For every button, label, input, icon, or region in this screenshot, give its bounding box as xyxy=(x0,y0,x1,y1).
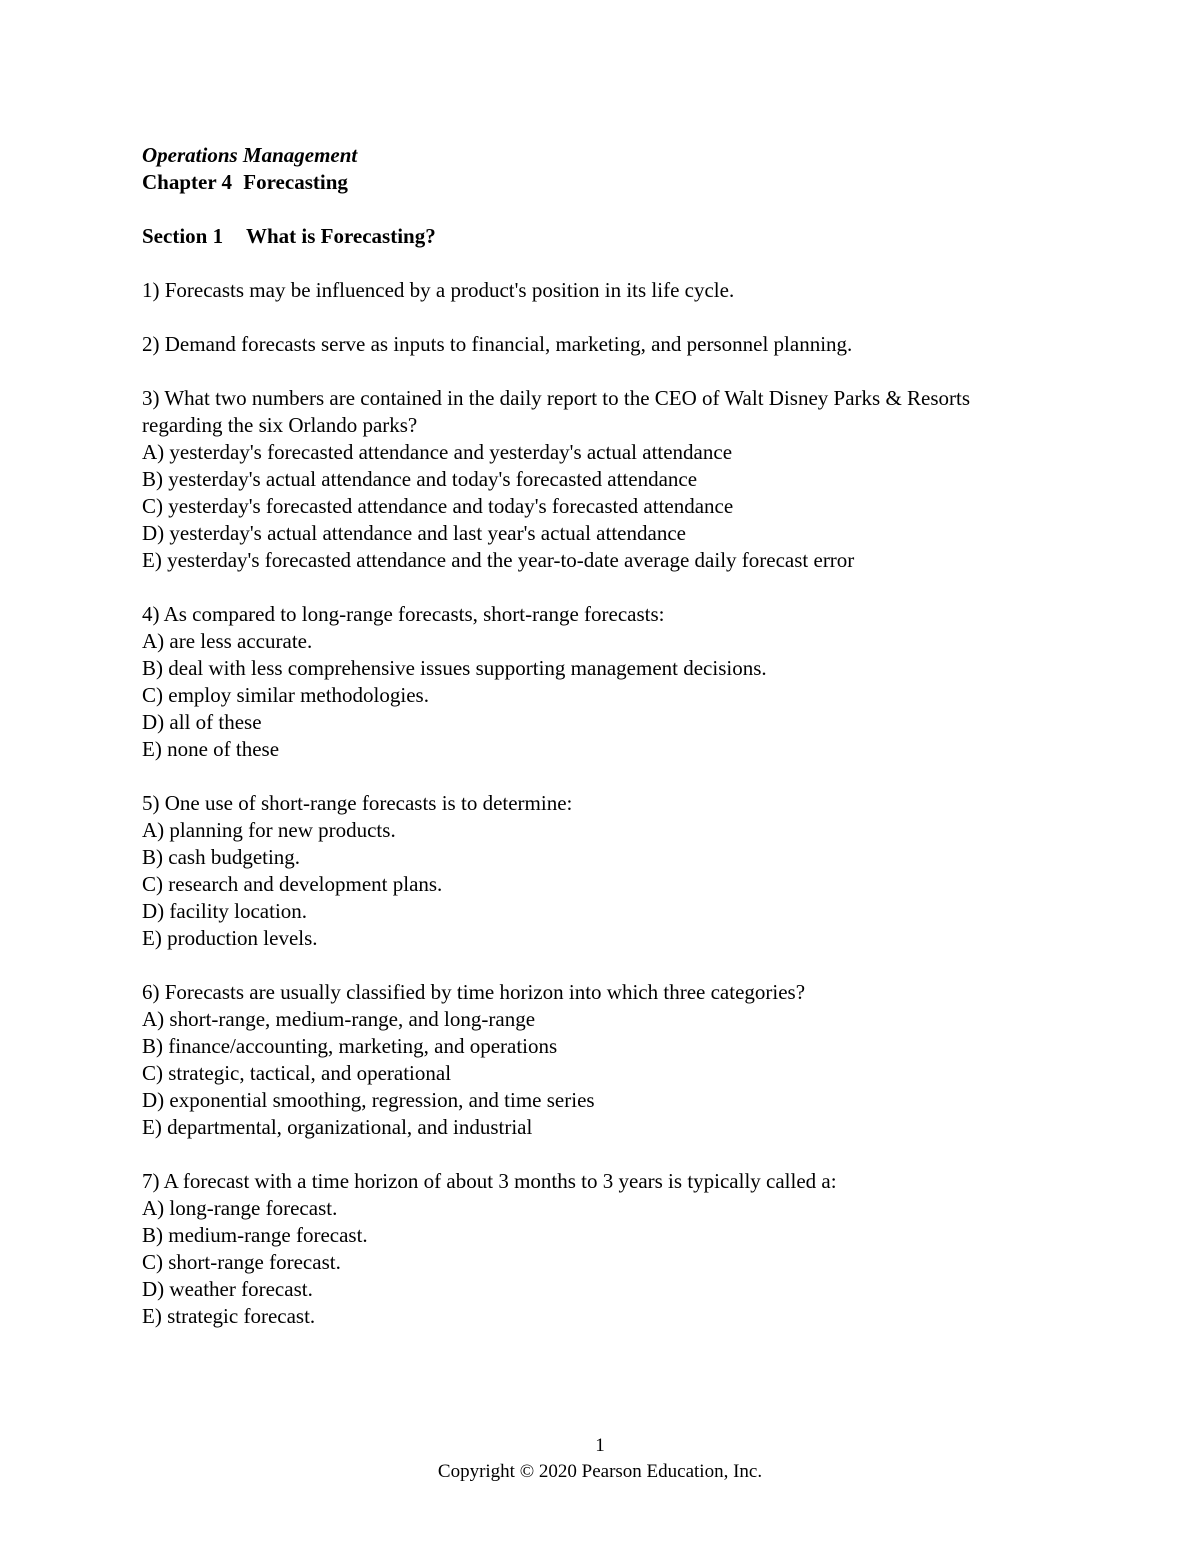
question-5 xyxy=(142,790,1042,952)
answer-option: B) finance/accounting, marketing, and operations xyxy=(142,1034,558,1058)
answer-option: B) yesterday's actual attendance and today's forecasted attendance xyxy=(142,467,698,491)
answer-option: A) yesterday's forecasted attendance and yesterday's actual attendance xyxy=(142,440,733,464)
answer-option: B) deal with less comprehensive issues supporting management decisions. xyxy=(142,656,767,680)
chapter-label: Chapter 4 xyxy=(142,170,233,194)
section-label: Section 1 xyxy=(142,224,224,248)
section-name: What is Forecasting? xyxy=(245,224,436,248)
answer-option: D) weather forecast. xyxy=(142,1277,313,1301)
answer-option: E) yesterday's forecasted attendance and the year-to-date average daily forecast error xyxy=(142,548,855,572)
answer-option: C) strategic, tactical, and operational xyxy=(142,1061,452,1085)
answer-option: D) exponential smoothing, regression, and time series xyxy=(142,1088,595,1112)
answer-option: B) medium-range forecast. xyxy=(142,1223,368,1247)
question-stem: 4) As compared to long-range forecasts, short-range forecasts: xyxy=(142,602,665,626)
book-title: Operations Management xyxy=(142,143,358,167)
answer-option: A) long-range forecast. xyxy=(142,1196,338,1220)
section-heading xyxy=(142,223,1042,250)
answer-option: A) are less accurate. xyxy=(142,629,313,653)
answer-option: B) cash budgeting. xyxy=(142,845,301,869)
answer-option: E) production levels. xyxy=(142,926,318,950)
answer-option: A) planning for new products. xyxy=(142,818,396,842)
page-number: 1 xyxy=(595,1435,605,1456)
answer-option: E) none of these xyxy=(142,737,280,761)
question-stem: 1) Forecasts may be influenced by a product's position in its life cycle. xyxy=(142,278,735,302)
question-stem: 7) A forecast with a time horizon of about 3 months to 3 years is typically called a: xyxy=(142,1169,837,1193)
answer-option: D) all of these xyxy=(142,710,262,734)
answer-option: E) departmental, organizational, and industrial xyxy=(142,1115,533,1139)
question-4 xyxy=(142,601,1042,763)
answer-option: A) short-range, medium-range, and long-range xyxy=(142,1007,536,1031)
answer-option: C) yesterday's forecasted attendance and today's forecasted attendance xyxy=(142,494,734,518)
question-stem: 3) What two numbers are contained in the daily report to the CEO of Walt Disney Parks & Resorts regarding the six Orlando parks? xyxy=(142,386,971,437)
question-2 xyxy=(142,331,1042,358)
answer-option: C) research and development plans. xyxy=(142,872,443,896)
copyright-notice: Copyright © 2020 Pearson Education, Inc. xyxy=(437,1461,763,1482)
question-7 xyxy=(142,1168,1042,1330)
question-stem: 6) Forecasts are usually classified by time horizon into which three categories? xyxy=(142,980,806,1004)
page-content xyxy=(142,142,1042,1330)
answer-option: D) facility location. xyxy=(142,899,308,923)
question-3 xyxy=(142,385,1042,574)
chapter-heading xyxy=(142,169,1042,196)
answer-option: C) short-range forecast. xyxy=(142,1250,341,1274)
question-6 xyxy=(142,979,1042,1141)
answer-option: C) employ similar methodologies. xyxy=(142,683,429,707)
chapter-name: Forecasting xyxy=(243,170,348,194)
question-stem: 5) One use of short-range forecasts is to determine: xyxy=(142,791,573,815)
question-stem: 2) Demand forecasts serve as inputs to financial, marketing, and personnel planning. xyxy=(142,332,853,356)
answer-option: E) strategic forecast. xyxy=(142,1304,316,1328)
question-1 xyxy=(142,277,1042,304)
answer-option: D) yesterday's actual attendance and last year's actual attendance xyxy=(142,521,686,545)
question-list xyxy=(142,277,1042,1330)
